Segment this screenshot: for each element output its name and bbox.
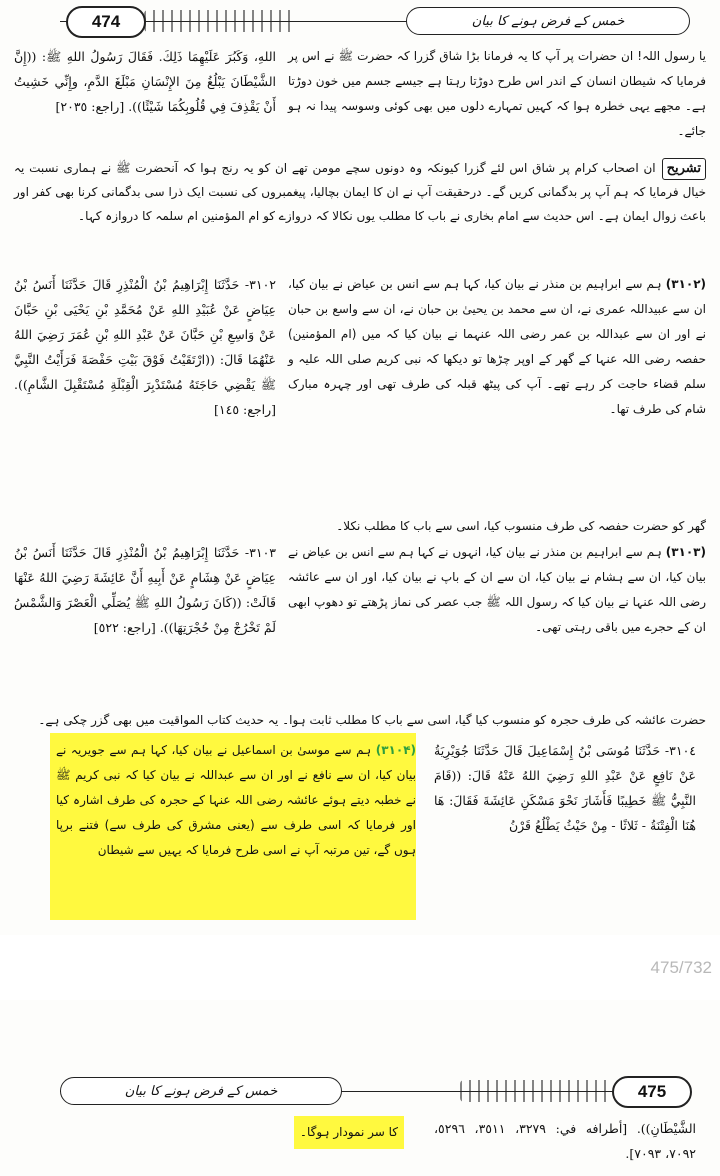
book-page-475 [0,1000,720,1176]
header-ornament [144,10,294,32]
hadith-text-urdu: ہم سے ابراہیم بن منذر نے بیان کیا، کہا ہم سے انس بن عیاض نے بیان کیا، ان سے عبیداللہ عمری نے، ان سے محمد بن یحییٰ بن حبان نے، ان سے واسع بن حبان نے اور ان سے عبداللہ بن عمر رضی اللہ عنہما نے بیان کیا کہ میں (ام المؤمنین) حفصہ رضی اللہ عنہا کے گھر کے اوپر چڑھا تو دیکھا کہ نبی کریم صلی اللہ علیہ و سلم قضاء حاجت کر رہے تھے۔ آپ کی پیٹھ قبلہ کی طرف تھی اور چہرہ مبارک شام کی طرف تھا۔ [288,277,706,416]
hadith-3104 [14,738,706,918]
commentary-note: حضرت عائشہ کی طرف حجرہ کو منسوب کیا گیا، اسی سے باب کا مطلب ثابت ہوا۔ یہ حدیث کتاب المواقیت میں بھی گزر چکی ہے۔ [38,713,706,727]
arabic-text: الشَّيْطَانِ)). [أطرافه في: ٣٢٧٩، ٣٥١١، ٥٢٩٦، ٧٠٩٢، ٧٠٩٣]. [434,1121,696,1161]
arabic-text: ٣١٠٢- حَدَّثَنَا إِبْرَاهِيمُ بْنُ الْمُنْذِرِ قَالَ حَدَّثَنَا أَنَسُ بْنُ عِيَاضٍ عَنْ عُبَيْدِ اللهِ عَنْ مُحَمَّدِ بْنِ يَحْيَى بْنِ حَبَّانَ عَنْ وَاسِعِ بْنِ حَبَّانَ عَنْ عَبْدِ اللهِ بْنِ عُمَرَ رَضِيَ اللهُ عَنْهُمَا قَالَ: ((ارْتَقَيْتُ فَوْقَ بَيْتِ حَفْصَةَ فَرَأَيْتُ النَّبِيَّ ﷺ يَقْضِي حَاجَتَهُ مُسْتَدْبِرَ الْقِبْلَةِ مُسْتَقْبِلَ الشَّامِ)). [راجع: ١٤٥] [14,277,276,417]
arabic-text: ٣١٠٤- حَدَّثَنَا مُوسَى بْنُ إِسْمَاعِيلَ قَالَ حَدَّثَنَا جُوَيْرِيَةُ عَنْ نَافِعٍ عَنْ عَبْدِ اللهِ رَضِيَ اللهُ عَنْهُ قَالَ: ((قَامَ النَّبِيُّ ﷺ خَطِيبًا فَأَشَارَ نَحْوَ مَسْكَنِ عَائِشَةَ فَقَالَ: هَا هُنَا الْفِتْنَةُ - ثَلاثًا - مِنْ حَيْثُ يَطْلُعُ قَرْنُ [434,743,696,833]
urdu-translation [288,272,706,422]
chapter-title: خمس کے فرض ہونے کا بیان [406,7,690,35]
hadith-3102 [14,272,706,512]
page-gap [0,935,720,1000]
urdu-translation [284,1116,404,1149]
hadith-number: (۳۱۰۲) [665,277,706,291]
hadith-number: (۳۱۰۳) [665,545,706,559]
page-header [60,6,688,36]
urdu-translation [56,738,416,863]
block-a [14,44,706,156]
tashreeh-label: تشریح [662,158,706,180]
page-header [60,1076,688,1106]
urdu-translation [288,540,706,640]
hadith-text-urdu: ہم سے ابراہیم بن منذر نے بیان کیا، انہوں نے کہا ہم سے انس بن عیاض نے بیان کیا، ان سے ہشام نے بیان کیا، ان سے ان کے باپ نے بیان کیا، اور ان سے عائشہ رضی اللہ عنہا نے بیان کیا کہ رسول اللہ ﷺ جب عصر کی نماز پڑھتے تو دھوپ ابھی ان کے حجرے میں باقی رہتی تھی۔ [288,545,706,634]
hadith-text-urdu: ہم سے موسیٰ بن اسماعیل نے بیان کیا، کہا ہم سے جویریہ نے بیان کیا، ان سے نافع نے اور ان سے عبداللہ نے بیان کیا کہ نبی کریم ﷺ نے خطبہ دیتے ہوئے عائشہ رضی اللہ عنہا کے حجرہ کی طرف اشارہ کیا اور فرمایا کہ اسی طرف سے (یعنی مشرق کی طرف سے) فتنے برپا ہوں گے، تین مرتبہ آپ نے اسی طرح فرمایا کہ یہیں سے شیطان [56,743,416,857]
header-ornament [460,1080,610,1102]
page-counter: 475/732 [650,958,712,977]
arabic-text: اللهِ، وَكَبُرَ عَلَيْهِمَا ذَلِكَ. فَقَالَ رَسُولُ اللهِ ﷺ: ((إِنَّ الشَّيْطَانَ يَبْلُغُ مِنَ الإِنْسَانِ مَبْلَغَ الدَّمِ، وإِنِّي خَشِيتُ أَنْ يَقْذِفَ فِي قُلُوبِكُمَا شَيْئًا)). [راجع: ٢٠٣٥] [14,49,276,114]
page-number: 475 [612,1076,692,1108]
commentary-note: گھر کو حضرت حفصہ کی طرف منسوب کیا، اسی سے باب کا مطلب نکلا۔ [336,519,706,533]
arabic-text: ٣١٠٣- حَدَّثَنَا إِبْرَاهِيمُ بْنُ الْمُنْذِرِ قَالَ حَدَّثَنَا أَنَسُ بْنُ عِيَاضٍ عَنْ هِشَامٍ عَنْ أَبِيهِ أَنَّ عَائِشَةَ رَضِيَ اللهُ عَنْهَا قَالَتْ: ((كَانَ رَسُولُ اللهِ ﷺ يُصَلِّي الْعَصْرَ وَالشَّمْسُ لَمْ تَخْرُجْ مِنْ حُجْرَتِهَا)). [راجع: ٥٢٢] [14,545,276,635]
urdu-translation: یا رسول اللہ! ان حضرات پر آپ کا یہ فرمانا بڑا شاق گزرا کہ حضرت ﷺ نے اس پر فرمایا کہ شیطان انسان کے اندر اس طرح دوڑتا رہتا ہے جیسے جسم میں خون دوڑتا ہے۔ مجھے یہی خطرہ ہوا کہ کہیں تمہارے دلوں میں بھی کوئی وسوسہ پیدا نہ ہو جائے۔ [288,49,706,138]
hadith-3104-continued [14,1116,706,1174]
page-number: 474 [66,6,146,38]
chapter-title: خمس کے فرض ہونے کا بیان [60,1077,342,1105]
highlighted-urdu: کا سر نمودار ہوگا۔ [294,1116,404,1149]
hadith-3103 [14,540,706,710]
hadith-number: (۳۱۰۴) [375,743,417,757]
tashreeh-text: ان اصحاب کرام پر شاق اس لئے گزرا کیونکہ وہ دونوں سچے مومن تھے ان کو یہ رنج ہوا کہ آنحضرت ﷺ نے ہماری نسبت یہ خیال فرمایا کہ ہم آپ پر بدگمانی کریں گے۔ درحقیقت آپ نے ان کا ایمان بچالیا، پیغمبروں کی نسبت ایک ذرا سی بدگمانی کرنا بھی کفر اور باعث زوال ایمان ہے۔ اس حدیث سے امام بخاری نے باب کا مطلب یوں نکالا کہ دروازے کو ام المؤمنین ام سلمہ کا دروازہ کہا۔ [14,161,706,223]
tashreeh-block [14,156,706,268]
